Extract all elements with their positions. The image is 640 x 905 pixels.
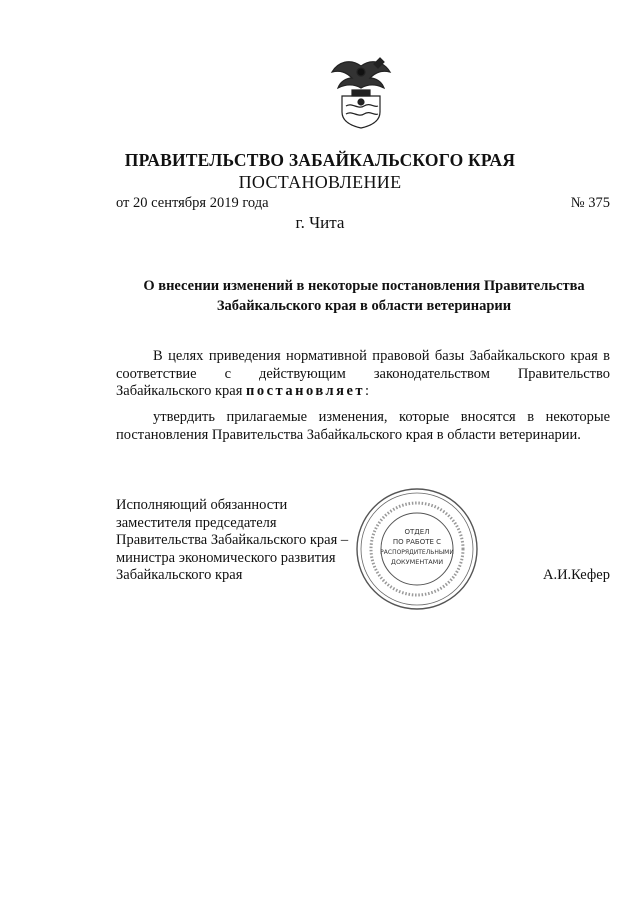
paragraph-text: Забайкальского края [116, 383, 243, 399]
round-stamp [355, 487, 479, 611]
signatory-line: Исполняющий обязанности [116, 497, 288, 513]
subject-line: О внесении изменений в некоторые постановления Правительства [143, 278, 585, 294]
subject-line: Забайкальского края в области ветеринарии [216, 298, 512, 314]
document-number: № 375 [570, 195, 610, 211]
paragraph-line: постановления Правительства Забайкальского края в области ветеринарии. [116, 426, 581, 443]
paragraph-line: В целях приведения нормативной правовой базы Забайкальского края в [153, 348, 610, 364]
organization-title: ПРАВИТЕЛЬСТВО ЗАБАЙКАЛЬСКОГО КРАЯ [124, 150, 516, 170]
document-type: ПОСТАНОВЛЕНИЕ [238, 172, 402, 192]
paragraph-line [116, 383, 369, 399]
coat-of-arms-icon [328, 56, 394, 130]
colon: : [365, 383, 370, 399]
document-subject [118, 276, 610, 316]
stamp-text: ПО РАБОТЕ С [392, 538, 442, 546]
stamp-text: РАСПОРЯДИТЕЛЬНЫМИ [380, 549, 454, 556]
signatory-name: А.И.Кефер [542, 567, 610, 583]
stamp-text: ДОКУМЕНТАМИ [390, 558, 444, 566]
signatory-line: Правительства Забайкальского края – [116, 532, 349, 548]
paragraph-line: утвердить прилагаемые изменения, которые вносятся в некоторые [153, 409, 610, 425]
document-date: от 20 сентября 2019 года [116, 195, 269, 211]
signatory-line: Забайкальского края [116, 567, 243, 583]
body-paragraph [116, 409, 610, 444]
signatory-position [116, 497, 348, 585]
paragraph-line: соответствие с действующим законодательством Правительство [116, 365, 610, 382]
stamp-text: ОТДЕЛ [404, 528, 430, 536]
body-paragraph [116, 348, 610, 401]
signatory-line: заместителя председателя [116, 514, 277, 531]
signatory-line: министра экономического развития [116, 549, 336, 566]
document-city: г. Чита [295, 213, 345, 232]
emphasized-verb: постановляет [246, 383, 366, 399]
